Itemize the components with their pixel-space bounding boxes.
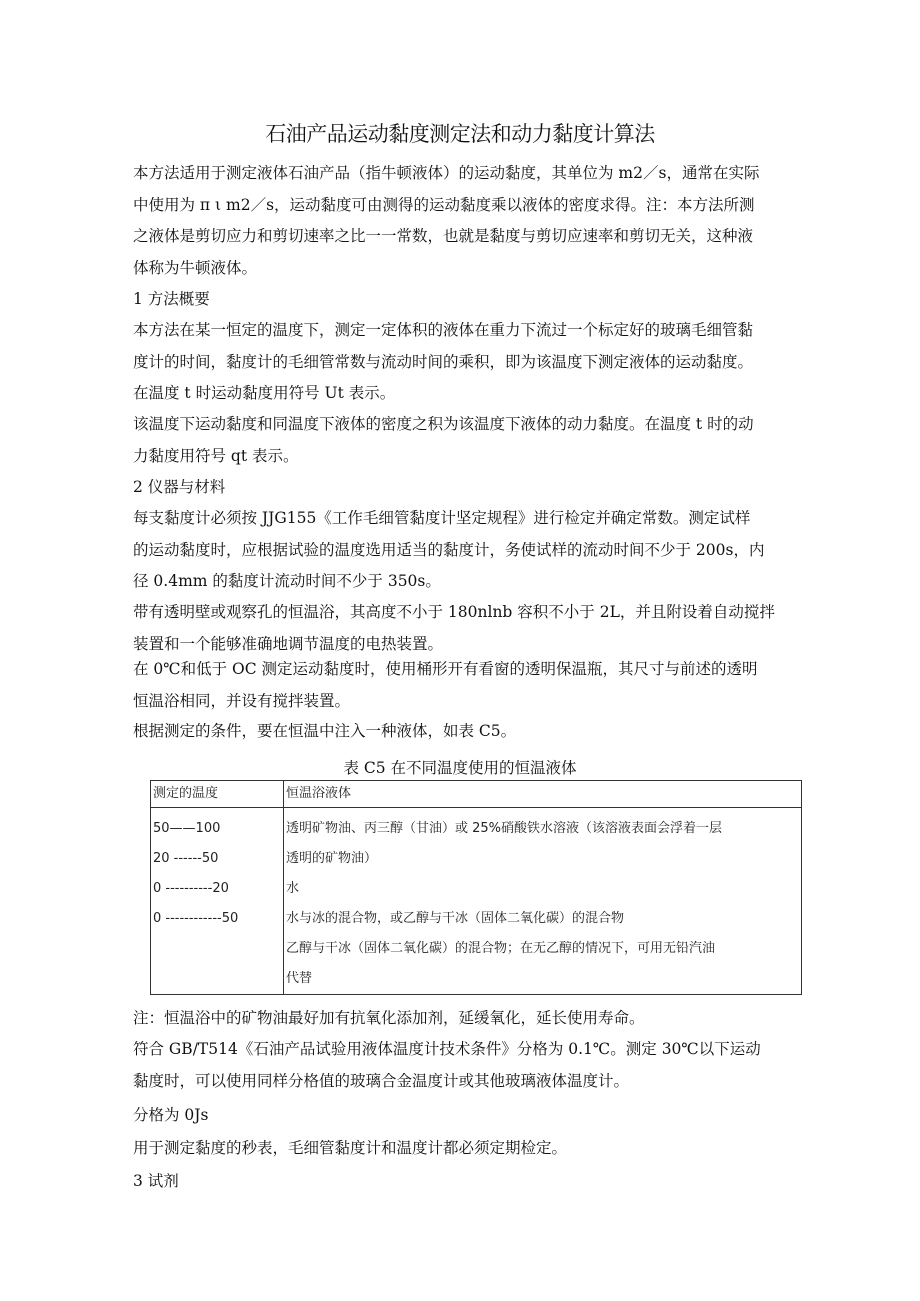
text-line: 2 仪器与材料 (133, 478, 226, 496)
section-heading-3 (133, 1166, 809, 1198)
viscometer-paragraph (133, 503, 809, 598)
table-header-row (151, 781, 802, 808)
text-line: 注：恒温浴中的矿物油最好加有抗氧化添加剂，延缓氧化，延长使用寿命。 (133, 1009, 645, 1027)
table-cell: 透明矿物油、丙三醇（甘油）或 25%硝酸铁水溶液（该溶液表面会浮着一层 (286, 821, 723, 836)
method-summary-paragraph (133, 315, 809, 410)
text-line: 在温度 t 时运动黏度用符号 Ut 表示。 (133, 384, 396, 402)
text-line: 本方法适用于测定液体石油产品（指牛顿液体）的运动黏度，其单位为 m2／s，通常在实际 (133, 164, 760, 182)
header-cell-temperature: 测定的温度 (151, 781, 284, 808)
text-line: 径 0.4mm 的黏度计流动时间不少于 350s。 (133, 572, 441, 590)
stopwatch-paragraph (133, 1133, 809, 1165)
text-line: 3 试剂 (133, 1172, 179, 1190)
table-caption: 表 C5 在不同温度使用的恒温液体 (343, 759, 577, 777)
table-body-row (151, 808, 802, 995)
text-line: 中使用为 π ι m2／s，运动黏度可由测得的运动黏度乘以液体的密度求得。注：本方法所测 (133, 195, 755, 214)
text-line: 之液体是剪切应力和剪切速率之比一一常数，也就是黏度与剪切应速率和剪切无关，这种液 (133, 227, 754, 245)
text-line: 度计的时间，黏度计的毛细管常数与流动时间的乘积，即为该温度下测定液体的运动黏度。 (133, 352, 754, 371)
table-cell: 20 ------50 (153, 851, 219, 866)
bath-paragraph (133, 597, 809, 660)
table-cell: 水与冰的混合物，或乙醇与干冰（固体二氧化碳）的混合物 (286, 911, 625, 926)
text-line: 该温度下运动黏度和同温度下液体的密度之积为该温度下液体的动力黏度。在温度 t 时的动 (133, 415, 754, 433)
text-line: 的运动黏度时，应根据试验的温度选用适当的黏度计，务使试样的流动时间不少于 200s，内 (133, 540, 765, 559)
table-cell: 透明的矿物油） (286, 851, 378, 866)
text-line: 装置和一个能够准确地调节温度的电热装置。 (133, 634, 444, 653)
text-line: 黏度时，可以使用同样分格值的玻璃合金温度计或其他玻璃液体温度计。 (133, 1071, 630, 1090)
table-cell: 0 ------------50 (153, 911, 239, 926)
text-line: 用于测定黏度的秒表，毛细管黏度计和温度计都必须定期检定。 (133, 1139, 568, 1157)
table-cell: 50——100 (153, 821, 221, 836)
header-cell-liquid: 恒温浴液体 (284, 781, 802, 808)
low-temp-paragraph (133, 654, 809, 717)
text-line: 在 0℃和低于 OC 测定运动黏度时，使用桶形开有看窗的透明保温瓶，其尺寸与前述的透明 (133, 660, 758, 678)
intro-paragraph (133, 158, 809, 284)
dynamic-viscosity-paragraph (133, 409, 809, 472)
liquid-column (284, 808, 802, 995)
table-cell: 水 (286, 881, 300, 896)
bath-liquid-table (150, 780, 802, 995)
text-line: 力黏度用符号 qt 表示。 (133, 446, 299, 465)
text-line: 分格为 0Js (133, 1106, 209, 1124)
thermometer-paragraph (133, 1034, 809, 1097)
section-heading-1 (133, 284, 809, 316)
table-cell: 0 ----------20 (153, 881, 229, 896)
temperature-column (151, 808, 284, 995)
table-intro-paragraph (133, 716, 809, 748)
division-paragraph (133, 1100, 809, 1132)
text-line: 恒温浴相同，并设有搅拌装置。 (133, 691, 351, 710)
table-cell: 代替 (286, 971, 313, 986)
text-line: 1 方法概要 (133, 290, 210, 308)
note-paragraph (133, 1003, 809, 1035)
text-line: 体称为牛顿液体。 (133, 258, 258, 277)
section-heading-2 (133, 472, 809, 504)
document-title: 石油产品运动黏度测定法和动力黏度计算法 (265, 122, 655, 146)
text-line: 带有透明壁或观察孔的恒温浴，其高度不小于 180nlnb 容积不小于 2L，并且附设着自动搅拌 (133, 603, 775, 621)
text-line: 符合 GB/T514《石油产品试验用液体温度计技术条件》分格为 0.1℃。测定 30℃以下运动 (133, 1040, 761, 1058)
text-line: 根据测定的条件，要在恒温中注入一种液体，如表 C5。 (133, 722, 517, 740)
text-line: 每支黏度计必须按 JJG155《工作毛细管黏度计坚定规程》进行检定并确定常数。测定试样 (133, 509, 751, 527)
text-line: 本方法在某一恒定的温度下，测定一定体积的液体在重力下流过一个标定好的玻璃毛细管黏 (133, 321, 754, 339)
table-cell: 乙醇与干冰（固体二氧化碳）的混合物；在无乙醇的情况下，可用无铅汽油 (286, 941, 716, 956)
